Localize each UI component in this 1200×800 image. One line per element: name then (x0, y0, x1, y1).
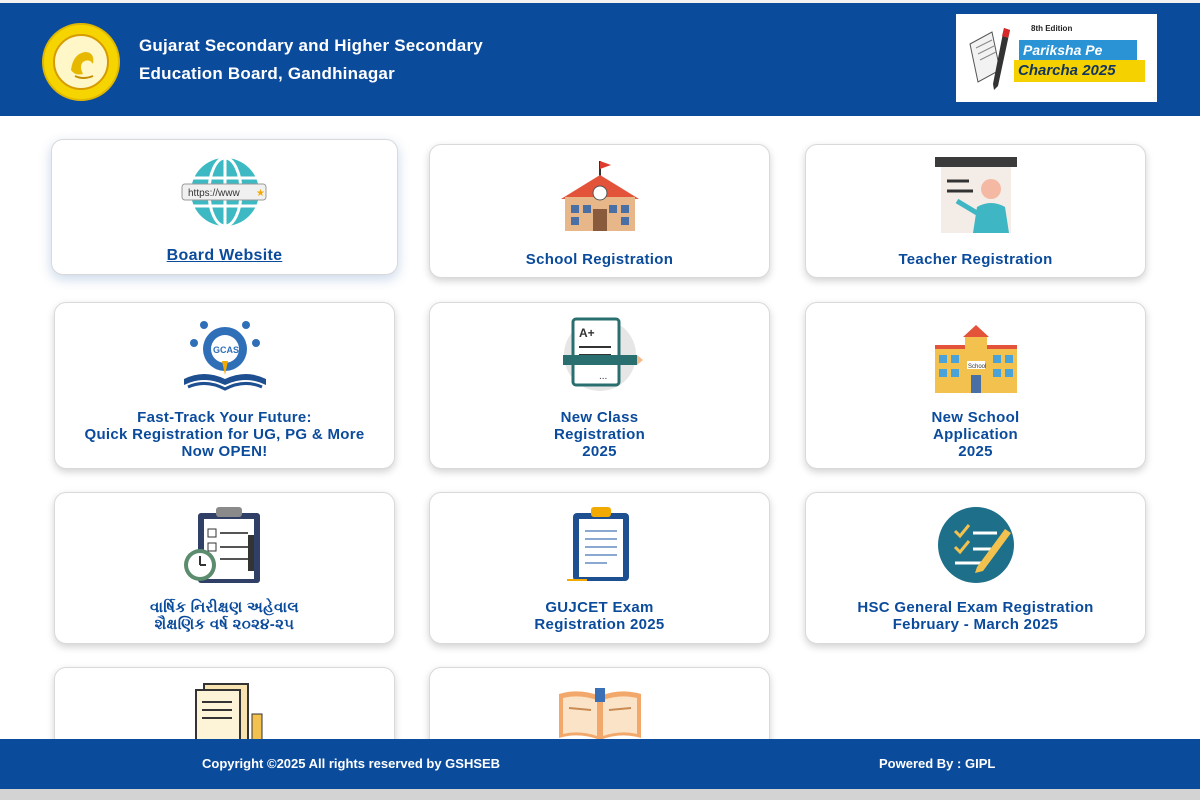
card-label-line: Registration 2025 (534, 616, 665, 633)
card-label-line: Registration (553, 426, 646, 443)
card-label-line: 2025 (582, 443, 617, 460)
card-gujcet-registration[interactable] (429, 492, 770, 644)
card-new-school-application[interactable] (805, 302, 1146, 469)
card-label (806, 409, 1145, 460)
banner-title-line1: Pariksha Pe (1019, 40, 1137, 60)
card-label-line: Fast-Track Your Future: (137, 409, 312, 426)
open-book-icon (557, 688, 643, 740)
card-label (430, 409, 769, 460)
card-annual-inspection-report[interactable] (54, 492, 395, 644)
card-new-class-registration[interactable] (429, 302, 770, 469)
card-label-line: Quick Registration for UG, PG & More (84, 426, 365, 443)
card-label-line: Teacher Registration (898, 251, 1053, 268)
card-label-line: Application (933, 426, 1018, 443)
card-teacher-registration[interactable] (805, 144, 1146, 278)
card-gcas-registration[interactable] (54, 302, 395, 469)
svg-text:...: ... (598, 371, 607, 382)
card-label-line: School Registration (525, 251, 674, 268)
svg-text:★: ★ (255, 188, 265, 199)
card-label (430, 251, 769, 268)
card-board-website[interactable] (51, 139, 398, 275)
checklist-pencil-icon (933, 505, 1019, 585)
copyright-text: Copyright ©2025 All rights reserved by GSHSEB (202, 756, 501, 771)
powered-by-text: Powered By : GIPL (879, 756, 996, 771)
card-school-registration[interactable] (429, 144, 770, 278)
gshseb-logo (42, 23, 120, 101)
site-header (0, 3, 1200, 116)
site-footer (0, 739, 1200, 789)
card-label-line: February - March 2025 (892, 616, 1059, 633)
school-icon (933, 321, 1019, 393)
org-name-line2: Education Board, Gandhinagar (139, 64, 395, 83)
teacher-board-icon (933, 155, 1019, 235)
card-label-line: 2025 (958, 443, 993, 460)
globe-www-icon (180, 154, 270, 230)
card-label (806, 599, 1145, 633)
svg-text:School: School (967, 364, 986, 370)
card-label (806, 251, 1145, 268)
pariksha-pe-charcha-banner[interactable] (956, 14, 1157, 102)
svg-text:A+: A+ (578, 326, 595, 340)
clipboard-clock-icon (182, 505, 268, 585)
card-label-line: વાર્ષિક નિરીક્ષણ અહેવાલ (149, 599, 300, 616)
card-label-line: GUJCET Exam (545, 599, 654, 616)
card-label (430, 599, 769, 633)
svg-text:GCAS: GCAS (212, 345, 239, 355)
card-label-line: HSC General Exam Registration (857, 599, 1094, 616)
documents-icon (182, 680, 268, 740)
exam-paper-icon (557, 315, 643, 391)
org-name-line1: Gujarat Secondary and Higher Secondary (139, 36, 483, 55)
card-label-line: New School (931, 409, 1020, 426)
card-label (55, 409, 394, 460)
board-website-link[interactable]: Board Website (166, 247, 283, 264)
card-label (55, 599, 394, 633)
svg-text:https://www: https://www (187, 188, 240, 199)
card-hsc-general-exam-registration[interactable] (805, 492, 1146, 644)
banner-title-line2: Charcha 2025 (1014, 60, 1145, 82)
card-label-line: શૈક્ષણિક વર્ષ ૨૦૨૪-૨૫ (154, 616, 295, 633)
bottom-bar (0, 789, 1200, 800)
clipboard-icon (557, 503, 643, 583)
card-label-line: New Class (560, 409, 639, 426)
pen-paper-icon (966, 24, 1014, 94)
gcas-logo-icon (180, 313, 270, 393)
school-building-icon (557, 159, 643, 233)
card-label-line: Now OPEN! (181, 443, 268, 460)
banner-edition: 8th Edition (1031, 24, 1073, 33)
card-label[interactable] (52, 247, 397, 264)
